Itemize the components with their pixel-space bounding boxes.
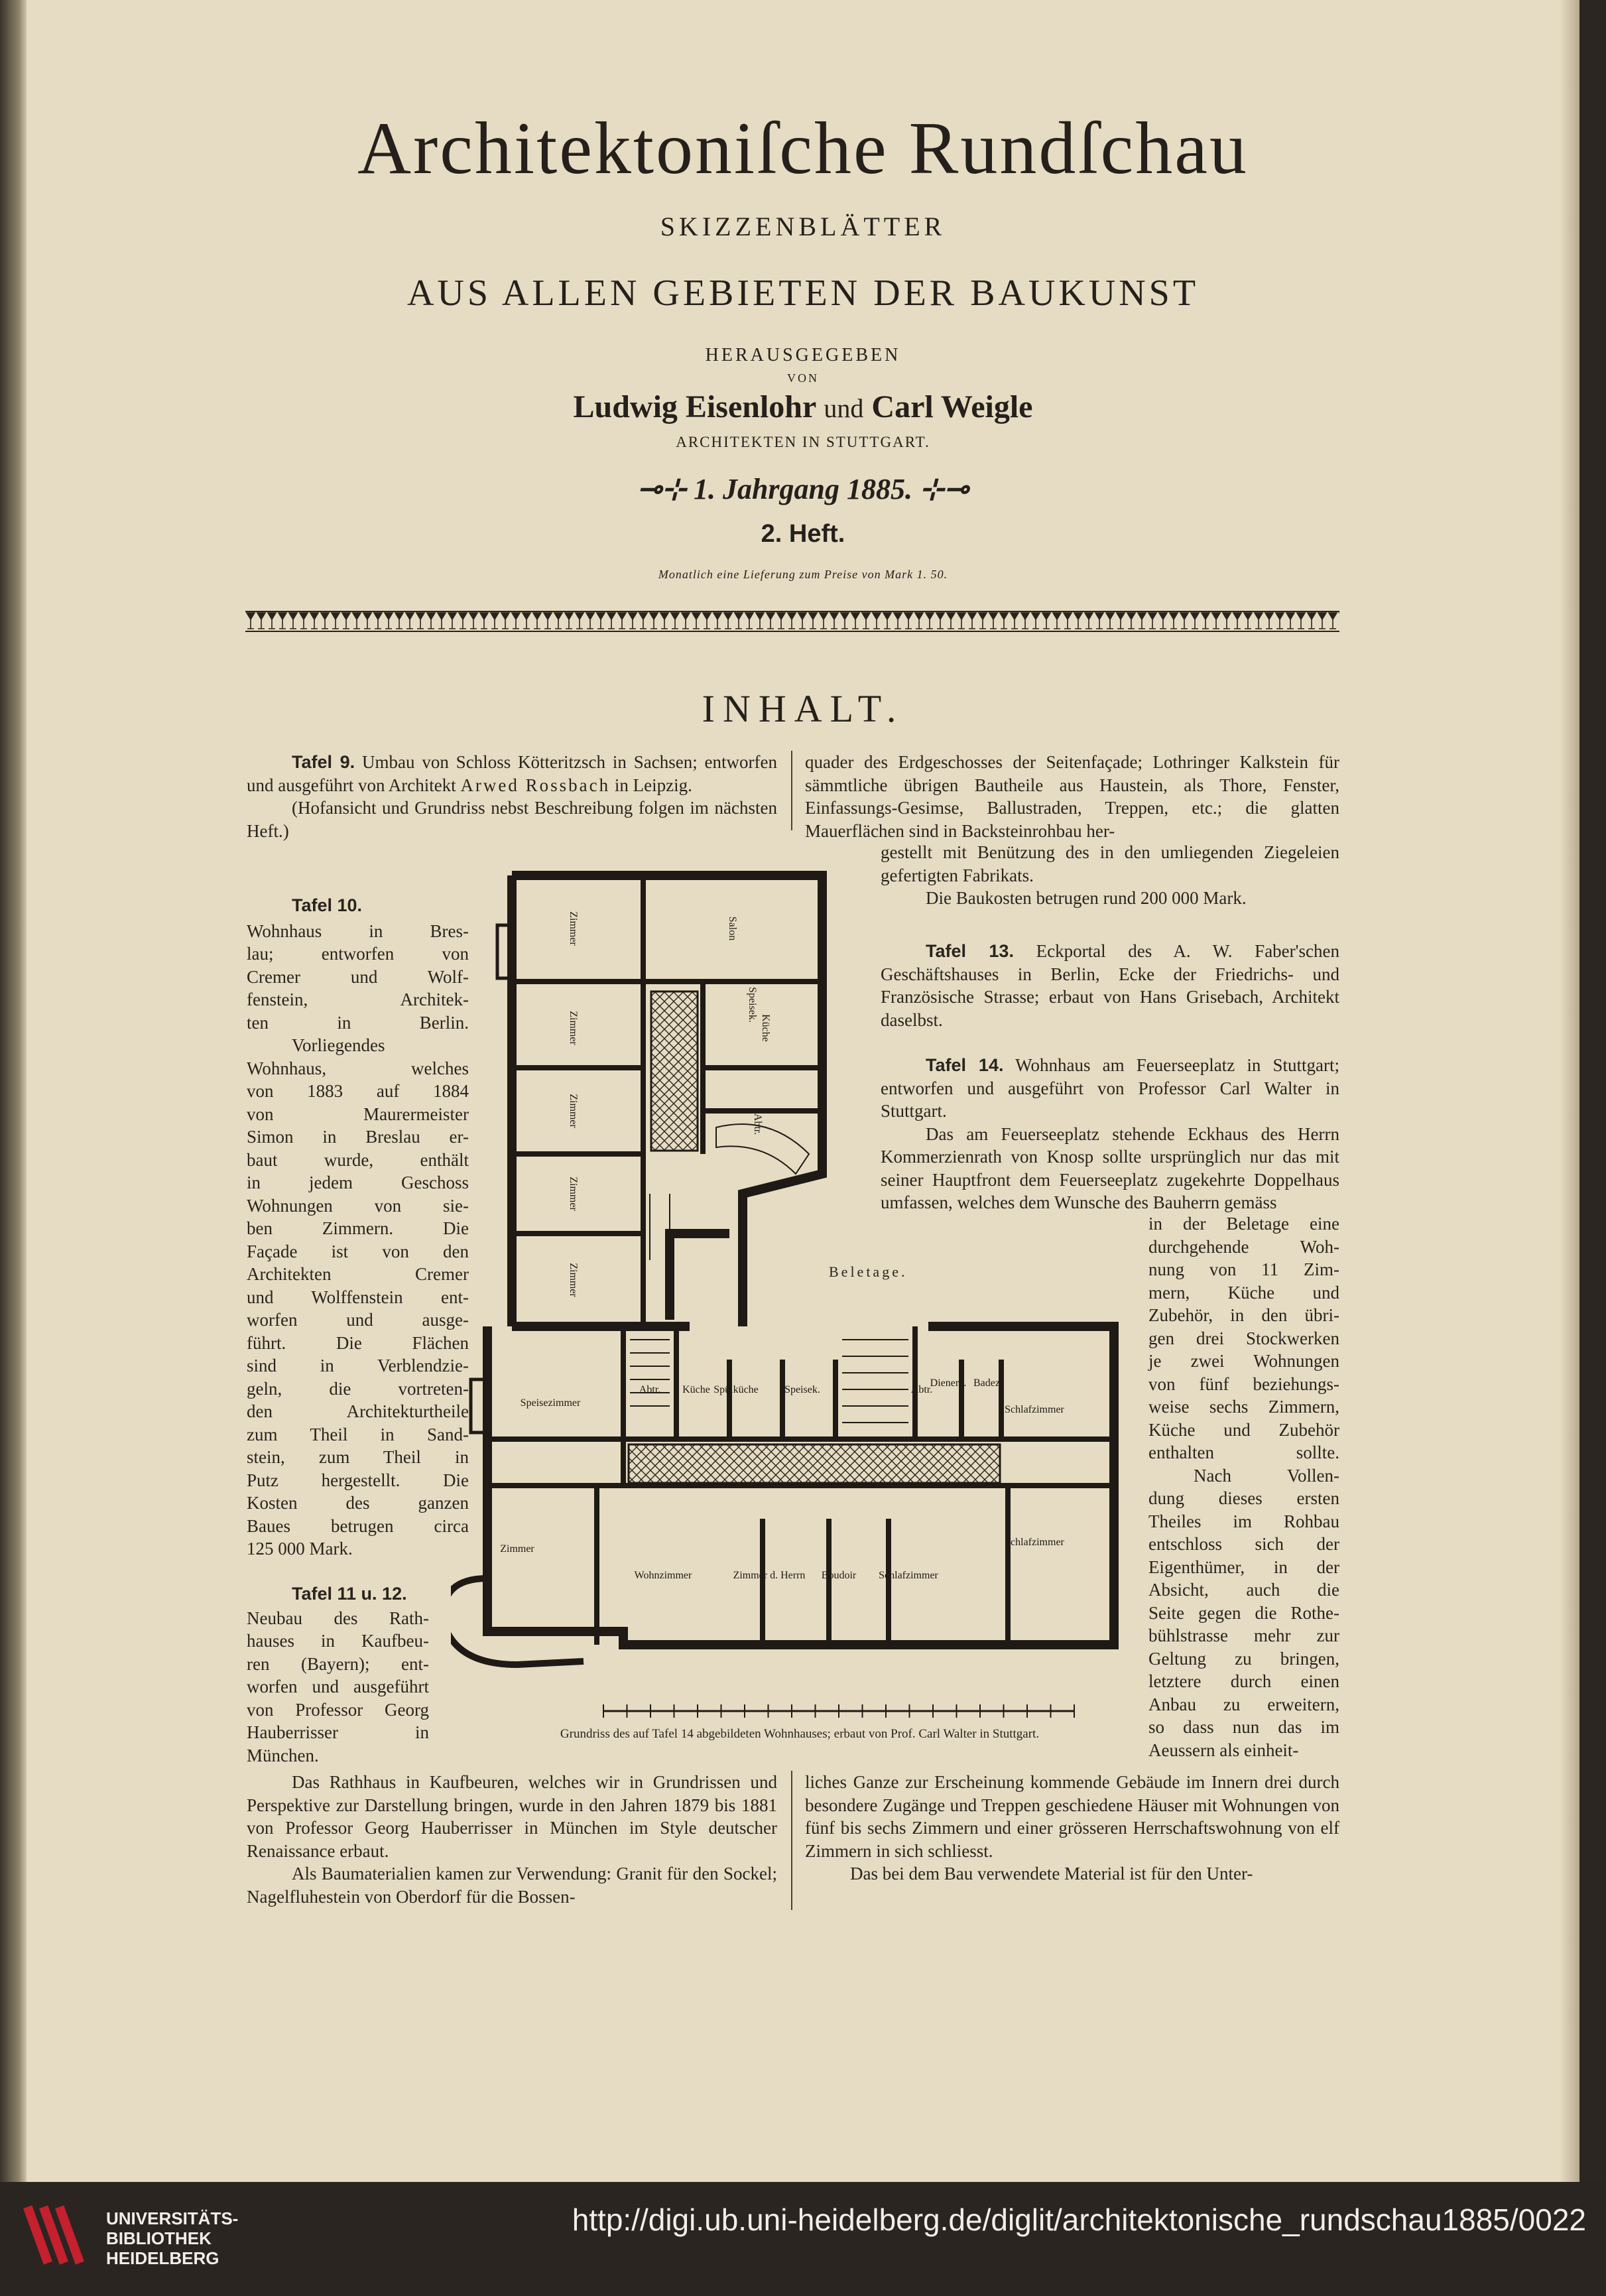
right-narrow-line: nung von 11 Zim- — [1148, 1259, 1339, 1279]
tafel-14-text: Wohnhaus am Feuerseeplatz in Stuttgart; entworfen und ausgeführt von Professor Carl Walter in Stuttgart. — [881, 1055, 1339, 1121]
rathhaus-text: Das Rathhaus in Kaufbeuren, welches wir in Grundrissen und Perspektive zur Darstellung bringen, wurde in den Jahren 1879 bis 1881 von Professor Georg Hauberrisser in München im Style deutscher Renaissance erbaut. — [247, 1772, 777, 1861]
tafel-10-line: zum Theil in Sand- — [247, 1424, 469, 1444]
tafel-10-line: den Architekturtheile — [247, 1401, 469, 1421]
baumaterialien-text: Als Baumaterialien kamen zur Verwendung: Granit für den Sockel; Nagelfluhestein von Oberdorf für die Bossen- — [247, 1864, 777, 1907]
tafel-10-line: Wohnungen von sie- — [247, 1195, 469, 1216]
tafel-10-line: von Maurermeister — [247, 1104, 469, 1124]
tafel-10-line: ben Zimmern. Die — [247, 1218, 469, 1238]
subtitle-baukunst: AUS ALLEN GEBIETEN DER BAUKUNST — [406, 273, 1200, 314]
right-narrow-line: Eigenthümer, in der — [1148, 1557, 1339, 1577]
right-narrow-line: Absicht, auch die — [1148, 1580, 1339, 1600]
tafel-10-line: von 1883 auf 1884 — [247, 1081, 469, 1101]
tafel-10-line: Simon in Breslau er- — [247, 1127, 469, 1147]
paper-edge-shadow — [1560, 0, 1579, 2182]
right-narrow-line: enthalten sollte. — [1148, 1442, 1339, 1462]
tafel-9-name: Arwed Rossbach — [460, 775, 611, 795]
tafel-10-line: worfen und ausge- — [247, 1310, 469, 1330]
room-label: Zimmer d. Herrn — [733, 1570, 806, 1581]
room-label: Schlafzimmer — [879, 1570, 938, 1581]
right-column-bottom — [805, 1771, 1339, 1885]
fabrikat-text: gestellt mit Benützung des in den umliegenden Ziegeleien gefertigten Fabrikats. — [881, 842, 1339, 885]
tafel-11-line: von Professor Georg — [247, 1699, 429, 1720]
heft-number: 2. Heft. — [761, 520, 845, 548]
room-label: Speisezimmer — [520, 1397, 581, 1409]
tafel-10-line: Vorliegendes — [292, 1035, 385, 1055]
room-label: Zimmer — [568, 1094, 579, 1128]
editors-line — [0, 389, 1606, 425]
plan-caption: Grundriss des auf Tafel 14 abgebildeten Wohnhauses; erbaut von Prof. Carl Walter in Stuttgart. — [560, 1727, 1040, 1741]
tafel-11-heading: Tafel 11 u. 12. — [292, 1584, 407, 1604]
ornament-right: ⊹⊸ — [912, 473, 969, 505]
gebaeude-text: liches Ganze zur Erscheinung kommende Gebäude im Innern drei durch besondere Zugänge und Treppen geschiedene Häuser mit Wohnungen von fünf bis sechs Zimmern und einer grösseren Herrschaftswohnung von elf Zimmern in sich schliesst. — [805, 1772, 1339, 1861]
library-line-2: BIBLIOTHEK — [106, 2228, 212, 2248]
right-narrow-column — [1148, 1212, 1339, 1761]
room-label: Zimmer — [568, 1263, 579, 1297]
room-label: Zimmer — [568, 911, 579, 946]
room-label: Küche — [682, 1384, 710, 1395]
right-narrow-line: Aeussern als einheit- — [1148, 1740, 1299, 1760]
tafel-10-line: und Wolffenstein ent- — [247, 1287, 469, 1307]
room-label: Schlafzimmer — [1005, 1404, 1064, 1415]
right-narrow-line: entschloss sich der — [1148, 1534, 1339, 1554]
tafel-11-line: worfen und ausgeführt — [247, 1677, 429, 1696]
right-narrow-line: von fünf beziehungs- — [1148, 1373, 1339, 1394]
right-narrow-line: mern, Küche und — [1148, 1282, 1339, 1303]
room-label: Dienerz. — [930, 1377, 967, 1389]
right-narrow-line: Theiles im Rohbau — [1148, 1511, 1339, 1531]
tafel-13-heading: Tafel 13. — [926, 941, 1014, 961]
tafel-10-line: Architekten Cremer — [247, 1264, 469, 1284]
baukosten-text: Die Baukosten betrugen rund 200 000 Mark. — [926, 888, 1247, 908]
right-narrow-text — [1148, 1212, 1339, 1761]
tafel-10-line: 125 000 Mark. — [247, 1539, 353, 1559]
jahrgang-text: 1. Jahrgang 1885. — [693, 473, 913, 505]
architekten-line: ARCHITEKTEN IN STUTTGART. — [676, 434, 930, 450]
tafel-9-note: (Hofansicht und Grundriss nebst Beschreibung folgen im nächsten Heft.) — [247, 798, 777, 841]
right-narrow-line: bühlstrasse mehr zur — [1148, 1626, 1339, 1645]
tafel-14-heading: Tafel 14. — [926, 1055, 1004, 1075]
tafel-10-heading: Tafel 10. — [292, 895, 363, 915]
tafel-10-text — [247, 920, 469, 1561]
right-narrow-line: in der Beletage eine — [1148, 1214, 1339, 1234]
tafel-11-line: Hauberrisser in — [247, 1722, 429, 1742]
source-url-link[interactable]: http://digi.ub.uni-heidelberg.de/diglit/architektonische_rundschau1885/0022 — [572, 2202, 1586, 2237]
tafel-10-line: lau; entworfen von — [247, 944, 469, 964]
beletage-label: Beletage. — [829, 1263, 908, 1280]
library-line-1: UNIVERSITÄTS- — [106, 2208, 239, 2228]
tafel-10-line: Wohnhaus, welches — [247, 1058, 469, 1078]
right-narrow-line: Küche und Zubehör — [1148, 1419, 1339, 1440]
right-narrow-line: dung dieses ersten — [1148, 1488, 1339, 1508]
column-rule-top — [791, 751, 792, 830]
scale-ticks — [603, 1704, 1074, 1718]
right-column-top — [805, 751, 1339, 842]
tafel-10-line: stein, zum Theil in — [247, 1447, 469, 1467]
tafel-9-text-a: Umbau von Schloss Kötteritzsch in Sachsen; entworfen und ausgeführt von Architekt — [247, 752, 777, 795]
tafel-10-line: Wohnhaus in Bres- — [247, 921, 469, 941]
right-narrow-line: je zwei Wohnungen — [1148, 1351, 1339, 1371]
library-line-3: HEIDELBERG — [106, 2248, 219, 2268]
column-rule-bottom — [791, 1771, 792, 1910]
editor-2: Carl Weigle — [871, 389, 1033, 424]
tafel-10-line: geln, die vortreten- — [247, 1378, 469, 1399]
right-narrow-line: Nach Vollen- — [1194, 1465, 1339, 1486]
tafel-11-text — [247, 1607, 429, 1767]
room-label: Wohnzimmer — [634, 1570, 692, 1581]
tafel-10-line: führt. Die Flächen — [247, 1332, 469, 1353]
tafel-10-line: Baues betrugen circa — [247, 1515, 469, 1536]
tafel-10-line: sind in Verblendzie- — [247, 1356, 469, 1375]
tafel-9-heading: Tafel 9. — [292, 752, 355, 772]
room-label: Badez. — [973, 1377, 1003, 1389]
room-label: Spülküche — [713, 1384, 759, 1395]
inhalt-heading: INHALT. — [702, 687, 904, 730]
right-narrow-line: Seite gegen die Rothe- — [1148, 1602, 1339, 1623]
right-narrow-line: so dass nun das im — [1148, 1717, 1339, 1737]
herausgegeben-label: HERAUSGEGEBEN — [705, 345, 901, 365]
tafel-10-line: Cremer und Wolf- — [247, 966, 469, 987]
tafel-10-line: fenstein, Architek- — [247, 989, 469, 1009]
room-label: Speisek. — [747, 987, 758, 1023]
tafel-10-line: ten in Berlin. — [247, 1012, 469, 1033]
journal-title: Architektoniſche Rundſchau — [357, 107, 1249, 190]
tafel-10-line: Kosten des ganzen — [247, 1493, 469, 1513]
ornament-left: ⊸⊹ — [637, 473, 694, 505]
right-narrow-line: Geltung zu bringen, — [1148, 1648, 1339, 1669]
floor-plan — [451, 862, 1154, 1724]
tafel-14-description: Das am Feuerseeplatz stehende Eckhaus des Herrn Kommerzienrath von Knosp sollte ursprünglich nur das mit seiner Hauptfront dem Feuerseeplatz zugekehrte Doppelhaus umfassen, welches dem Wunsche des Bauherrn gemäss — [881, 1123, 1339, 1212]
tafel-11-line: München. — [247, 1745, 319, 1765]
university-logo-icon — [20, 2199, 93, 2271]
bossenquader-text: quader des Erdgeschosses der Seitenfaçade; Lothringer Kalkstein für sämmtliche übrigen Bautheile aus Haustein, als Thore, Fenster, Einfassungs-Gesimse, Ballustraden, Treppen, etc.; die glatten Mauerflächen sind in Backsteinrohbau her- — [805, 752, 1339, 841]
room-label: Zimmer — [500, 1543, 534, 1555]
right-narrow-line: Zubehör, in den übri- — [1148, 1305, 1339, 1325]
und-word: und — [824, 393, 864, 423]
right-narrow-line: Anbau zu erweitern, — [1148, 1694, 1339, 1714]
tafel-13-text: Eckportal des A. W. Faber'schen Geschäftshauses in Berlin, Ecke der Friedrichs- und Französische Strasse; erbaut von Hans Grisebach, Architekt daselbst. — [881, 941, 1339, 1030]
tafel-11-line: Neubau des Rath- — [247, 1608, 429, 1628]
left-column-bottom — [247, 1771, 777, 1908]
room-label: Abtr. — [910, 1384, 933, 1395]
room-label: Zimmer — [568, 1011, 579, 1045]
right-narrow-line: weise sechs Zimmern, — [1148, 1397, 1339, 1417]
tafel-10-line: Putz hergestellt. Die — [247, 1470, 469, 1490]
right-narrow-line: letztere durch einen — [1148, 1671, 1339, 1691]
editor-1: Ludwig Eisenlohr — [573, 389, 816, 424]
left-narrow-column — [247, 894, 469, 1561]
von-label: VON — [787, 371, 819, 385]
room-label: Speisek. — [784, 1384, 820, 1395]
room-label: Boudoir — [821, 1570, 857, 1581]
tafel-10-line: baut wurde, enthält — [247, 1149, 469, 1170]
tafel-10-line: in jedem Geschoss — [247, 1173, 469, 1192]
footer-bar — [0, 2182, 1606, 2296]
right-narrow-line: durchgehende Woh- — [1148, 1236, 1339, 1257]
left-narrow-column-2 — [247, 1582, 429, 1767]
subtitle-skizzenblaetter: SKIZZENBLÄTTER — [660, 212, 946, 241]
room-label: Abtr. — [752, 1113, 763, 1135]
left-column-top — [247, 751, 777, 842]
ornament-border — [245, 610, 1339, 633]
jahrgang-line — [0, 472, 1606, 506]
room-label: Zimmer — [568, 1177, 579, 1211]
room-label: Küche — [760, 1014, 771, 1042]
room-label: Schlafzimmer — [1005, 1537, 1064, 1548]
material-text: Das bei dem Bau verwendete Material ist für den Unter- — [850, 1864, 1253, 1883]
room-label: Abtr. — [639, 1384, 661, 1395]
tafel-11-line: hauses in Kaufbeu- — [247, 1631, 429, 1651]
tafel-9-text-b: in Leipzig. — [614, 775, 692, 795]
price-line: Monatlich eine Lieferung zum Preise von Mark 1. 50. — [658, 568, 948, 581]
tafel-10-line: Façade ist von den — [247, 1241, 469, 1261]
library-name — [106, 2208, 238, 2268]
room-label: Salon — [727, 916, 738, 941]
book-spine — [0, 0, 27, 2182]
right-narrow-line: gen drei Stockwerken — [1148, 1328, 1339, 1348]
tafel-11-line: ren (Bayern); ent- — [247, 1653, 429, 1674]
